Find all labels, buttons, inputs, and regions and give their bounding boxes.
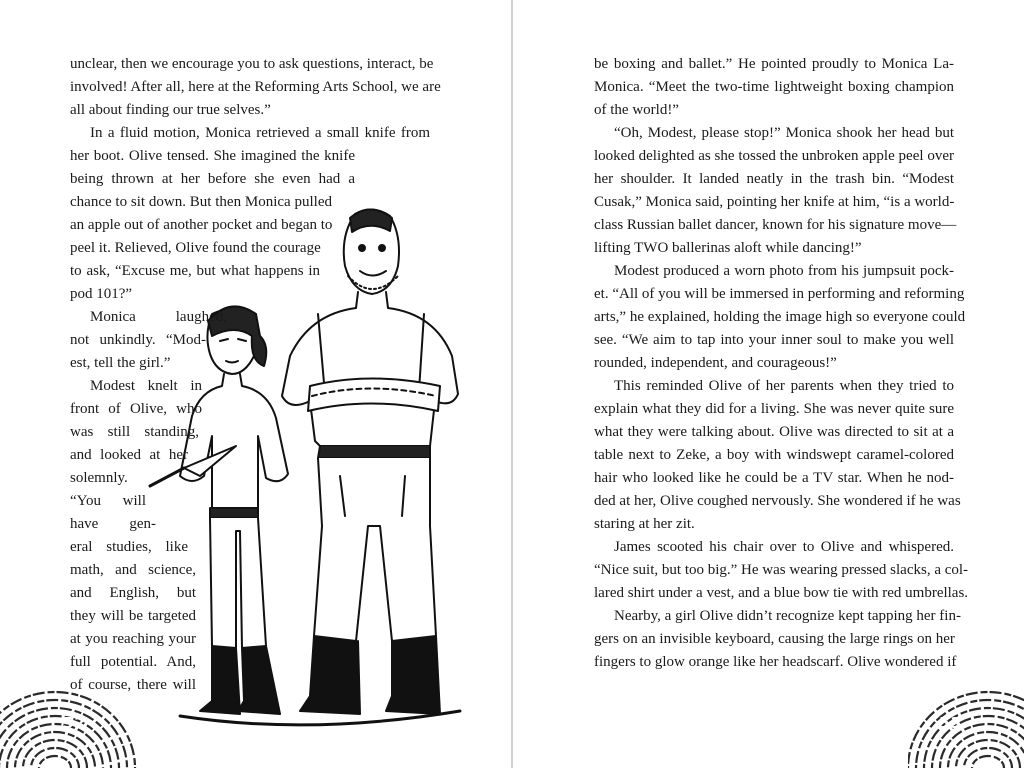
text-line: of the world!” bbox=[594, 102, 679, 118]
text-line: In a fluid motion, Monica retrieved a small knife from bbox=[90, 125, 430, 141]
text-line: lifting TWO ballerinas aloft while dancing!” bbox=[594, 240, 862, 256]
text-line: Monica laughed, bbox=[90, 309, 227, 325]
text-line: Modest knelt in bbox=[90, 378, 202, 394]
text-line: of course, there will bbox=[70, 677, 196, 693]
text-line: explain what they did for a living. She was never quite sure bbox=[594, 401, 954, 417]
text-line: front of Olive, who bbox=[70, 401, 202, 417]
text-line: et. “All of you will be immersed in performing and reforming bbox=[594, 286, 965, 302]
text-line: looked delighted as she tossed the unbroken apple peel over bbox=[594, 148, 954, 164]
text-line: they will be targeted bbox=[70, 608, 196, 624]
text-line: see. “We aim to tap into your inner soul to make you well bbox=[594, 332, 954, 348]
text-line: eral studies, like bbox=[70, 539, 188, 555]
text-line: class Russian ballet dancer, known for his signature move— bbox=[594, 217, 957, 233]
text-line: est, tell the girl.” bbox=[70, 355, 171, 371]
page-number: 52 bbox=[63, 714, 86, 732]
text-line: solemnly. bbox=[70, 470, 128, 486]
text-line: what they were talking about. Olive was directed to sit at a bbox=[594, 424, 954, 440]
text-line: “You will bbox=[70, 493, 146, 509]
text-line: have gen- bbox=[70, 516, 156, 532]
page-number: 53 bbox=[939, 714, 962, 732]
text-line: being thrown at her before she even had a bbox=[70, 171, 355, 187]
text-line: and looked at her bbox=[70, 447, 188, 463]
text-line: her boot. Olive tensed. She imagined the knife bbox=[70, 148, 355, 164]
text-line: lared shirt under a vest, and a blue bow tie with red umbrellas. bbox=[594, 585, 969, 601]
text-line: arts,” he explained, holding the image high so everyone could bbox=[594, 309, 966, 325]
text-line: unclear, then we encourage you to ask questions, interact, be bbox=[70, 56, 434, 72]
text-line: and English, but bbox=[70, 585, 196, 601]
text-line: be boxing and ballet.” He pointed proudly to Monica La- bbox=[594, 56, 954, 72]
text-line: “Nice suit, but too big.” He was wearing pressed slacks, a col- bbox=[594, 562, 969, 578]
text-line: peel it. Relieved, Olive found the courage bbox=[70, 240, 321, 256]
text-line: rounded, independent, and courageous!” bbox=[594, 355, 837, 371]
text-line: table next to Zeke, a boy with windswept caramel-colored bbox=[594, 447, 954, 463]
text-line: full potential. And, bbox=[70, 654, 196, 670]
text-line: not unkindly. “Mod- bbox=[70, 332, 206, 348]
text-line: James scooted his chair over to Olive and whispered. bbox=[614, 539, 954, 555]
left-page bbox=[0, 0, 511, 768]
text-line: Nearby, a girl Olive didn’t recognize kept tapping her fin- bbox=[614, 608, 961, 624]
text-line: pod 101?” bbox=[70, 286, 133, 302]
text-line: “Oh, Modest, please stop!” Monica shook her head but bbox=[614, 125, 954, 141]
text-line: involved! After all, here at the Reforming Arts School, we are bbox=[70, 79, 441, 95]
right-page bbox=[513, 0, 1024, 768]
text-line: her shoulder. It landed neatly in the trash bin. “Modest bbox=[594, 171, 954, 187]
text-line: hair who looked like he could be a TV star. When he nod- bbox=[594, 470, 954, 486]
text-line: was still standing, bbox=[70, 424, 199, 440]
text-line: an apple out of another pocket and began to bbox=[70, 217, 333, 233]
text-line: This reminded Olive of her parents when they tried to bbox=[614, 378, 954, 394]
text-line: chance to sit down. But then Monica pulled bbox=[70, 194, 332, 210]
text-line: gers on an invisible keyboard, causing the large rings on her bbox=[594, 631, 955, 647]
text-line: Monica. “Meet the two-time lightweight boxing champion bbox=[594, 79, 954, 95]
fingerprint-icon bbox=[908, 660, 1024, 768]
text-line: Modest produced a worn photo from his jumpsuit pock- bbox=[614, 263, 954, 279]
text-line: to ask, “Excuse me, but what happens in bbox=[70, 263, 320, 279]
text-line: fingers to glow orange like her headscarf. Olive wondered if bbox=[594, 654, 957, 670]
text-line: at you reaching your bbox=[70, 631, 196, 647]
text-line: Cusak,” Monica said, pointing her knife at him, “is a world- bbox=[594, 194, 955, 210]
text-line: staring at her zit. bbox=[594, 516, 695, 532]
text-line: all about finding our true selves.” bbox=[70, 102, 271, 118]
text-line: ded at her, Olive coughed nervously. She wondered if he was bbox=[594, 493, 961, 509]
text-line: math, and science, bbox=[70, 562, 196, 578]
